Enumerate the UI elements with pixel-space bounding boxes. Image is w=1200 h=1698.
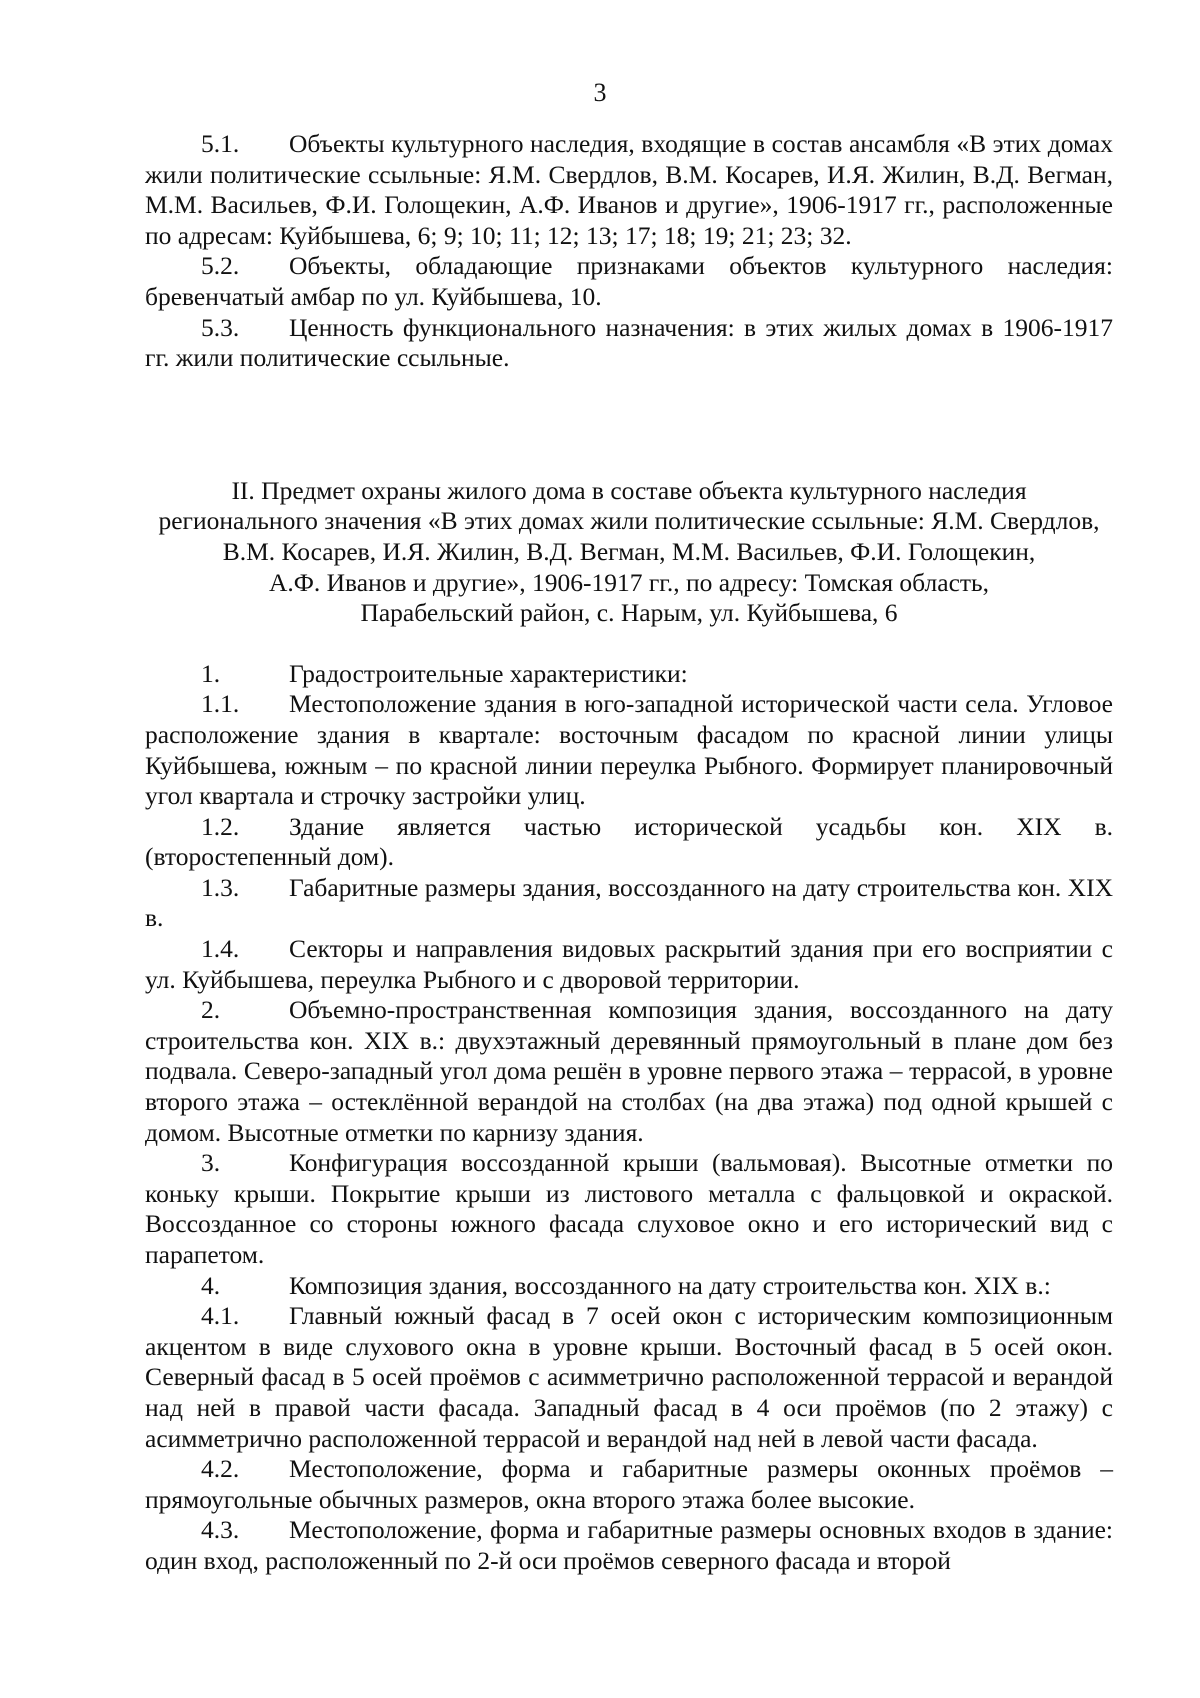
paragraph-text: Объекты культурного наследия, входящие в состав ансамбля «В этих домах жили политические ссыльные: Я.М. Свердлов, В.М. Косарев, И.Я. Жилин, В.Д. Вегман, М.М. Васильев, Ф.И. Голощекин, А.Ф. Иванов и другие», 1906-1917 гг., расположенные по адресам: Куйбышева, 6; 9; 10; 11; 12; 13; 17; 18; 19; 21; 23; 32. xyxy=(145,129,1113,250)
item-number: 1.3. xyxy=(201,872,240,902)
item-4 xyxy=(145,1271,1113,1302)
paragraph-5-3 xyxy=(145,313,1113,374)
item-2 xyxy=(145,995,1113,1148)
item-1 xyxy=(145,659,1113,690)
item-1-1 xyxy=(145,689,1113,811)
document-content xyxy=(145,129,1113,1577)
item-1-2 xyxy=(145,812,1113,873)
paragraph-5-1 xyxy=(145,129,1113,251)
spacer xyxy=(145,374,1113,476)
item-4-2 xyxy=(145,1454,1113,1515)
item-text: Местоположение, форма и габаритные размеры основных входов в здание: один вход, расположенный по 2-й оси проёмов северного фасада и второй xyxy=(145,1515,1113,1575)
item-number: 1. xyxy=(201,658,221,688)
item-number: 4.2. xyxy=(201,1454,240,1484)
item-1-4 xyxy=(145,934,1113,995)
item-text: Габаритные размеры здания, воссозданного на дату строительства кон. XIX в. xyxy=(145,872,1113,933)
item-number: 4.3. xyxy=(201,1515,240,1545)
item-text: Местоположение здания в юго-западной исторической части села. Угловое расположение здания в квартале: восточным фасадом по красной линии улицы Куйбышева, южным – по красной линии переулка Рыбного. Формирует планировочный угол квартала и строчку застройки улиц. xyxy=(145,689,1113,811)
section-title xyxy=(145,476,1113,629)
page-number: 3 xyxy=(593,78,607,107)
section-title-line: В.М. Косарев, И.Я. Жилин, В.Д. Вегман, М.М. Васильев, Ф.И. Голощекин, xyxy=(222,536,1036,566)
paragraph-text: Объекты, обладающие признаками объектов культурного наследия: бревенчатый амбар по ул. Куйбышева, 10. xyxy=(145,251,1113,311)
item-number: 3. xyxy=(201,1148,221,1178)
item-text: Градостроительные характеристики: xyxy=(289,658,688,688)
section-title-line: Парабельский район, с. Нарым, ул. Куйбышева, 6 xyxy=(360,598,898,628)
item-number: 1.1. xyxy=(201,689,240,719)
item-1-3 xyxy=(145,873,1113,934)
item-text: Конфигурация воссозданной крыши (вальмовая). Высотные отметки по коньку крыши. Покрытие крыши из листового металла с фальцовкой и окраской. Воссозданное со стороны южного фасада слуховое окно и его исторический вид с парапетом. xyxy=(145,1148,1113,1269)
paragraph-5-2 xyxy=(145,251,1113,312)
paragraph-number: 5.1. xyxy=(201,129,240,158)
paragraph-text: Ценность функционального назначения: в этих жилых домах в 1906-1917 гг. жили политические ссыльные. xyxy=(145,312,1113,373)
item-3 xyxy=(145,1148,1113,1270)
item-text: Местоположение, форма и габаритные размеры оконных проёмов – прямоугольные обычных размеров, окна второго этажа более высокие. xyxy=(145,1454,1113,1514)
item-text: Здание является частью исторической усадьбы кон. XIX в. (второстепенный дом). xyxy=(145,811,1113,872)
item-text: Секторы и направления видовых раскрытий здания при его восприятии с ул. Куйбышева, переулка Рыбного и с дворовой территории. xyxy=(145,934,1113,994)
section-title-line: А.Ф. Иванов и другие», 1906-1917 гг., по адресу: Томская область, xyxy=(268,567,990,597)
paragraph-number: 5.3. xyxy=(201,312,240,342)
item-number: 4.1. xyxy=(201,1301,240,1331)
item-4-3 xyxy=(145,1515,1113,1576)
item-number: 2. xyxy=(201,995,221,1025)
section-title-line: II. Предмет охраны жилого дома в составе объекта культурного наследия xyxy=(231,475,1027,505)
item-text: Композиция здания, воссозданного на дату строительства кон. XIX в.: xyxy=(289,1270,1051,1300)
item-number: 4. xyxy=(201,1270,221,1300)
item-4-1 xyxy=(145,1301,1113,1454)
item-text: Объемно-пространственная композиция здания, воссозданного на дату строительства кон. XIX в.: двухэтажный деревянный прямоугольный в плане дом без подвала. Северо-западный угол дома решён в уровне первого этажа – террасой, в уровне второго этажа – остеклённой верандой на столбах (на два этажа) под одной крышей с домом. Высотные отметки по карнизу здания. xyxy=(145,995,1113,1147)
item-number: 1.4. xyxy=(201,934,240,964)
item-number: 1.2. xyxy=(201,811,240,841)
paragraph-number: 5.2. xyxy=(201,251,240,281)
spacer xyxy=(145,629,1113,659)
section-title-line: регионального значения «В этих домах жили политические ссыльные: Я.М. Свердлов, xyxy=(158,506,1100,536)
item-text: Главный южный фасад в 7 осей окон с историческим композиционным акцентом в виде слухового окна в уровне крыши. Восточный фасад в 5 осей окон. Северный фасад в 5 осей проёмов с асимметрично расположенной террасой и верандой над ней в правой части фасада. Западный фасад в 4 оси проёмов (по 2 этажу) с асимметрично расположенной террасой и верандой над ней в левой части фасада. xyxy=(145,1301,1113,1453)
